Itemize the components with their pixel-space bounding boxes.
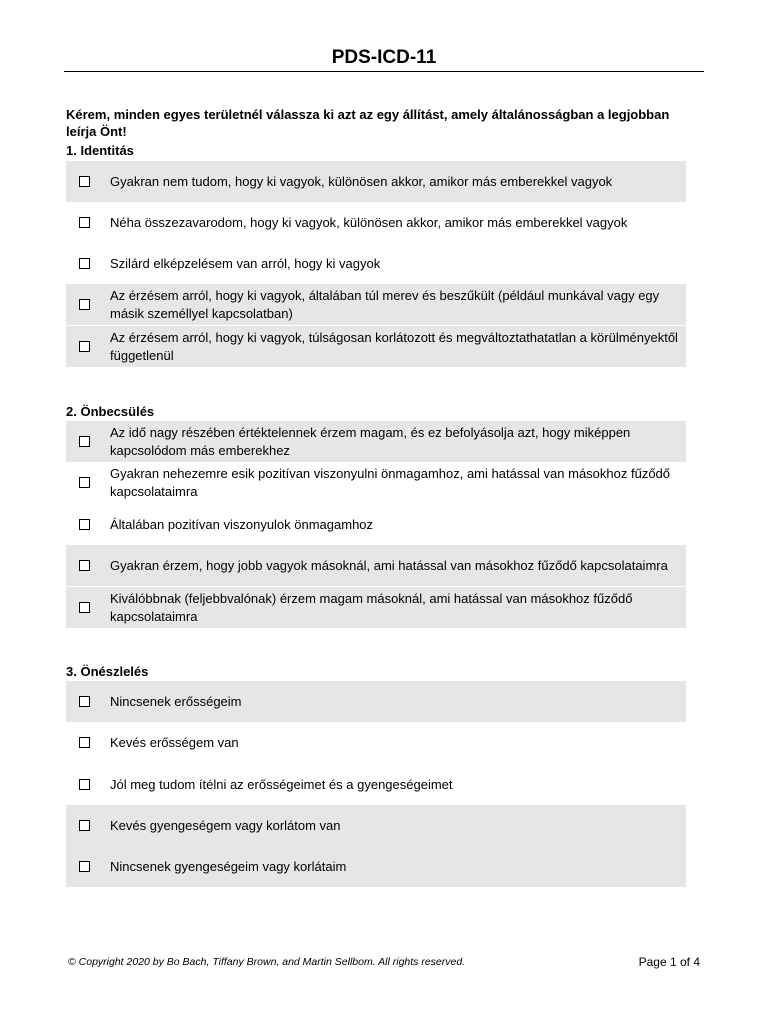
option-row[interactable] bbox=[66, 243, 686, 284]
option-label: Gyakran nehezemre esik pozitívan viszonyulni önmagamhoz, ami hatással van másokhoz fűződő kapcsolataimra bbox=[110, 466, 671, 499]
option-row[interactable] bbox=[66, 462, 686, 503]
checkbox-icon[interactable] bbox=[79, 602, 90, 613]
checkbox-icon[interactable] bbox=[79, 299, 90, 310]
section-heading-identity: 1. Identitás bbox=[66, 143, 134, 158]
option-row[interactable] bbox=[66, 326, 686, 367]
option-row[interactable] bbox=[66, 504, 686, 545]
option-label: Kiválóbbnak (feljebbvalónak) érzem magam másoknál, ami hatással van másokhoz fűződő kapcsolataimra bbox=[110, 591, 633, 624]
option-label: Kevés gyengeségem vagy korlátom van bbox=[110, 817, 341, 833]
option-row[interactable] bbox=[66, 161, 686, 202]
option-label: Jól meg tudom ítélni az erősségeimet és a gyengeségeimet bbox=[110, 776, 453, 792]
option-row[interactable] bbox=[66, 805, 686, 846]
checkbox-icon[interactable] bbox=[79, 341, 90, 352]
option-row[interactable] bbox=[66, 681, 686, 722]
title-divider bbox=[64, 71, 704, 72]
option-label: Az érzésem arról, hogy ki vagyok, túlságosan korlátozott és megváltoztathatatlan a körülményektől függetlenül bbox=[110, 330, 678, 363]
option-label: Az érzésem arról, hogy ki vagyok, általában túl merev és beszűkült (például munkával vagy egy másik személlyel kapcsolatban) bbox=[110, 288, 660, 321]
option-row[interactable] bbox=[66, 722, 686, 763]
section-heading-self-esteem: 2. Önbecsülés bbox=[66, 404, 155, 419]
option-label: Nincsenek erősségeim bbox=[110, 693, 242, 709]
checkbox-icon[interactable] bbox=[79, 217, 90, 228]
checkbox-icon[interactable] bbox=[79, 560, 90, 571]
option-row[interactable] bbox=[66, 846, 686, 887]
option-row[interactable] bbox=[66, 202, 686, 243]
option-row[interactable] bbox=[66, 284, 686, 325]
checkbox-icon[interactable] bbox=[79, 176, 90, 187]
checkbox-icon[interactable] bbox=[79, 519, 90, 530]
option-row[interactable] bbox=[66, 545, 686, 586]
checkbox-icon[interactable] bbox=[79, 436, 90, 447]
option-label: Kevés erősségem van bbox=[110, 734, 239, 750]
checkbox-icon[interactable] bbox=[79, 820, 90, 831]
option-label: Néha összezavarodom, hogy ki vagyok, különösen akkor, amikor más emberekkel vagyok bbox=[110, 214, 628, 230]
option-label: Gyakran érzem, hogy jobb vagyok másoknál, ami hatással van másokhoz fűződő kapcsolataimra bbox=[110, 557, 668, 573]
option-label: Az idő nagy részében értéktelennek érzem magam, és ez befolyásolja azt, hogy miképpen kapcsolódom más emberekhez bbox=[110, 425, 631, 458]
checkbox-icon[interactable] bbox=[79, 258, 90, 269]
instruction-text: Kérem, minden egyes területnél válassza ki azt az egy állítást, amely általánosságban a legjobban leírja Önt! bbox=[66, 107, 670, 139]
copyright-notice: © Copyright 2020 by Bo Bach, Tiffany Brown, and Martin Sellbom. All rights reserved. bbox=[68, 956, 466, 968]
checkbox-icon[interactable] bbox=[79, 696, 90, 707]
option-row[interactable] bbox=[66, 587, 686, 628]
option-label: Általában pozitívan viszonyulok önmagamhoz bbox=[110, 516, 374, 532]
option-label: Nincsenek gyengeségeim vagy korlátaim bbox=[110, 858, 347, 874]
page-number: Page 1 of 4 bbox=[638, 955, 700, 969]
option-row[interactable] bbox=[66, 421, 686, 462]
option-label: Gyakran nem tudom, hogy ki vagyok, különösen akkor, amikor más emberekkel vagyok bbox=[110, 173, 613, 189]
document-title: PDS-ICD-11 bbox=[331, 47, 437, 68]
option-label: Szilárd elképzelésem van arról, hogy ki vagyok bbox=[110, 255, 381, 271]
section-heading-self-perception: 3. Önészlelés bbox=[66, 664, 149, 679]
checkbox-icon[interactable] bbox=[79, 779, 90, 790]
checkbox-icon[interactable] bbox=[79, 861, 90, 872]
checkbox-icon[interactable] bbox=[79, 737, 90, 748]
option-row[interactable] bbox=[66, 764, 686, 805]
checkbox-icon[interactable] bbox=[79, 477, 90, 488]
